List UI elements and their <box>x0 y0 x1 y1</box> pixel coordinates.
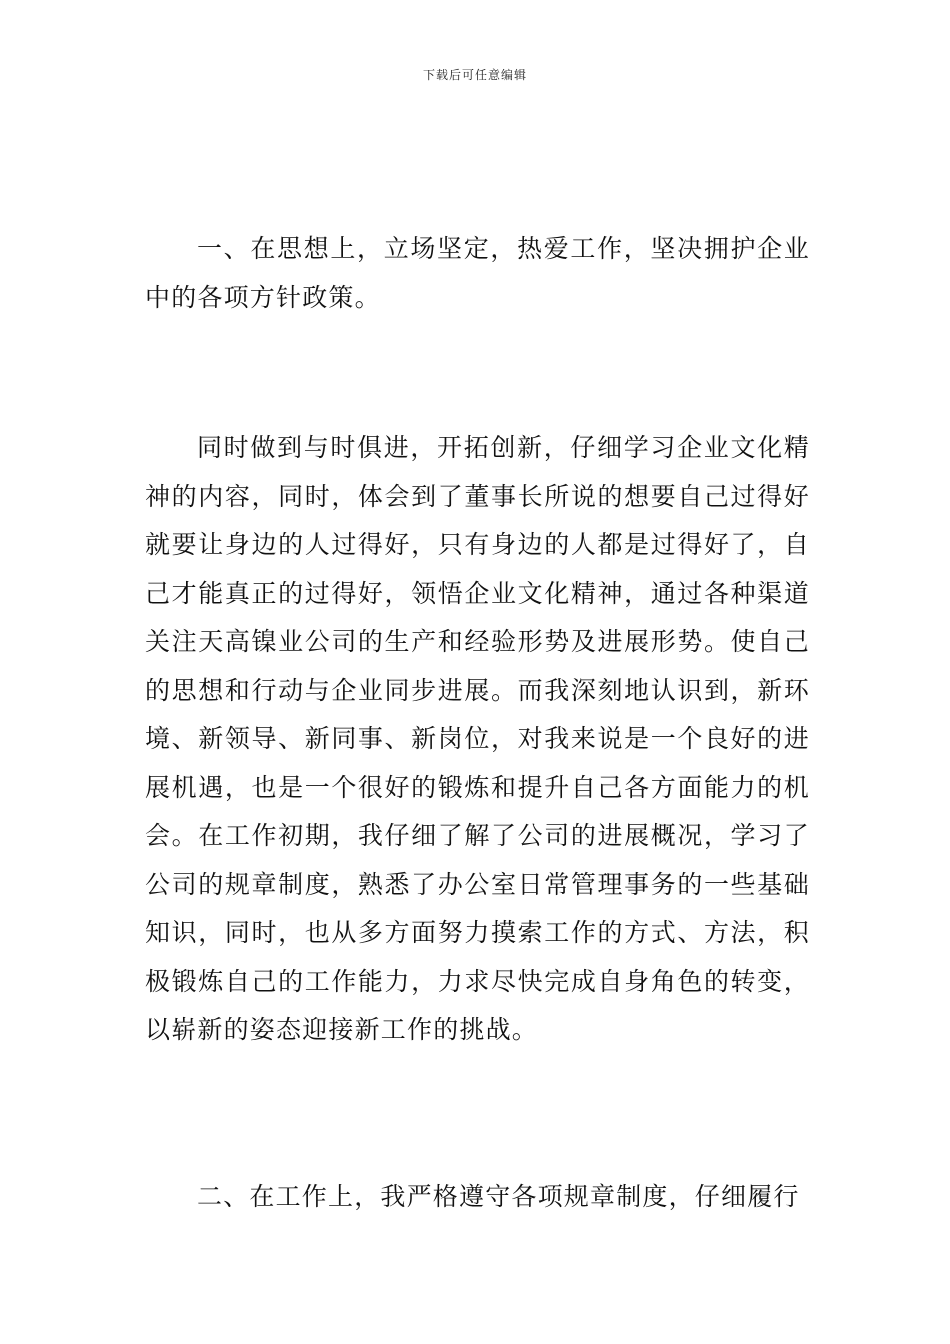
paragraph-ideology: 一、在思想上，立场坚定，热爱工作，坚决拥护企业中的各项方针政策。 <box>145 234 810 312</box>
paragraph-progress: 同时做到与时俱进，开拓创新，仔细学习企业文化精神的内容，同时，体会到了董事长所说的想要自己过得好就要让身边的人过得好，只有身边的人都是过得好了，自己才能真正的过得好，领悟企业文化精神，通过各种渠道关注天高镍业公司的生产和经验形势及进展形势。使自己的思想和行动与企业同步进展。而我深刻地认识到，新环境、新领导、新同事、新岗位，对我来说是一个良好的进展机遇，也是一个很好的锻炼和提升自己各方面能力的机会。在工作初期，我仔细了解了公司的进展概况，学习了公司的规章制度，熟悉了办公室日常管理事务的一些基础知识，同时，也从多方面努力摸索工作的方式、方法，积极锻炼自己的工作能力，力求尽快完成自身角色的转变，以崭新的姿态迎接新工作的挑战。 <box>145 433 810 1044</box>
header-note: 下载后可任意编辑 <box>422 68 527 82</box>
paragraph-work: 二、在工作上，我严格遵守各项规章制度，仔细履行 <box>197 1182 800 1211</box>
